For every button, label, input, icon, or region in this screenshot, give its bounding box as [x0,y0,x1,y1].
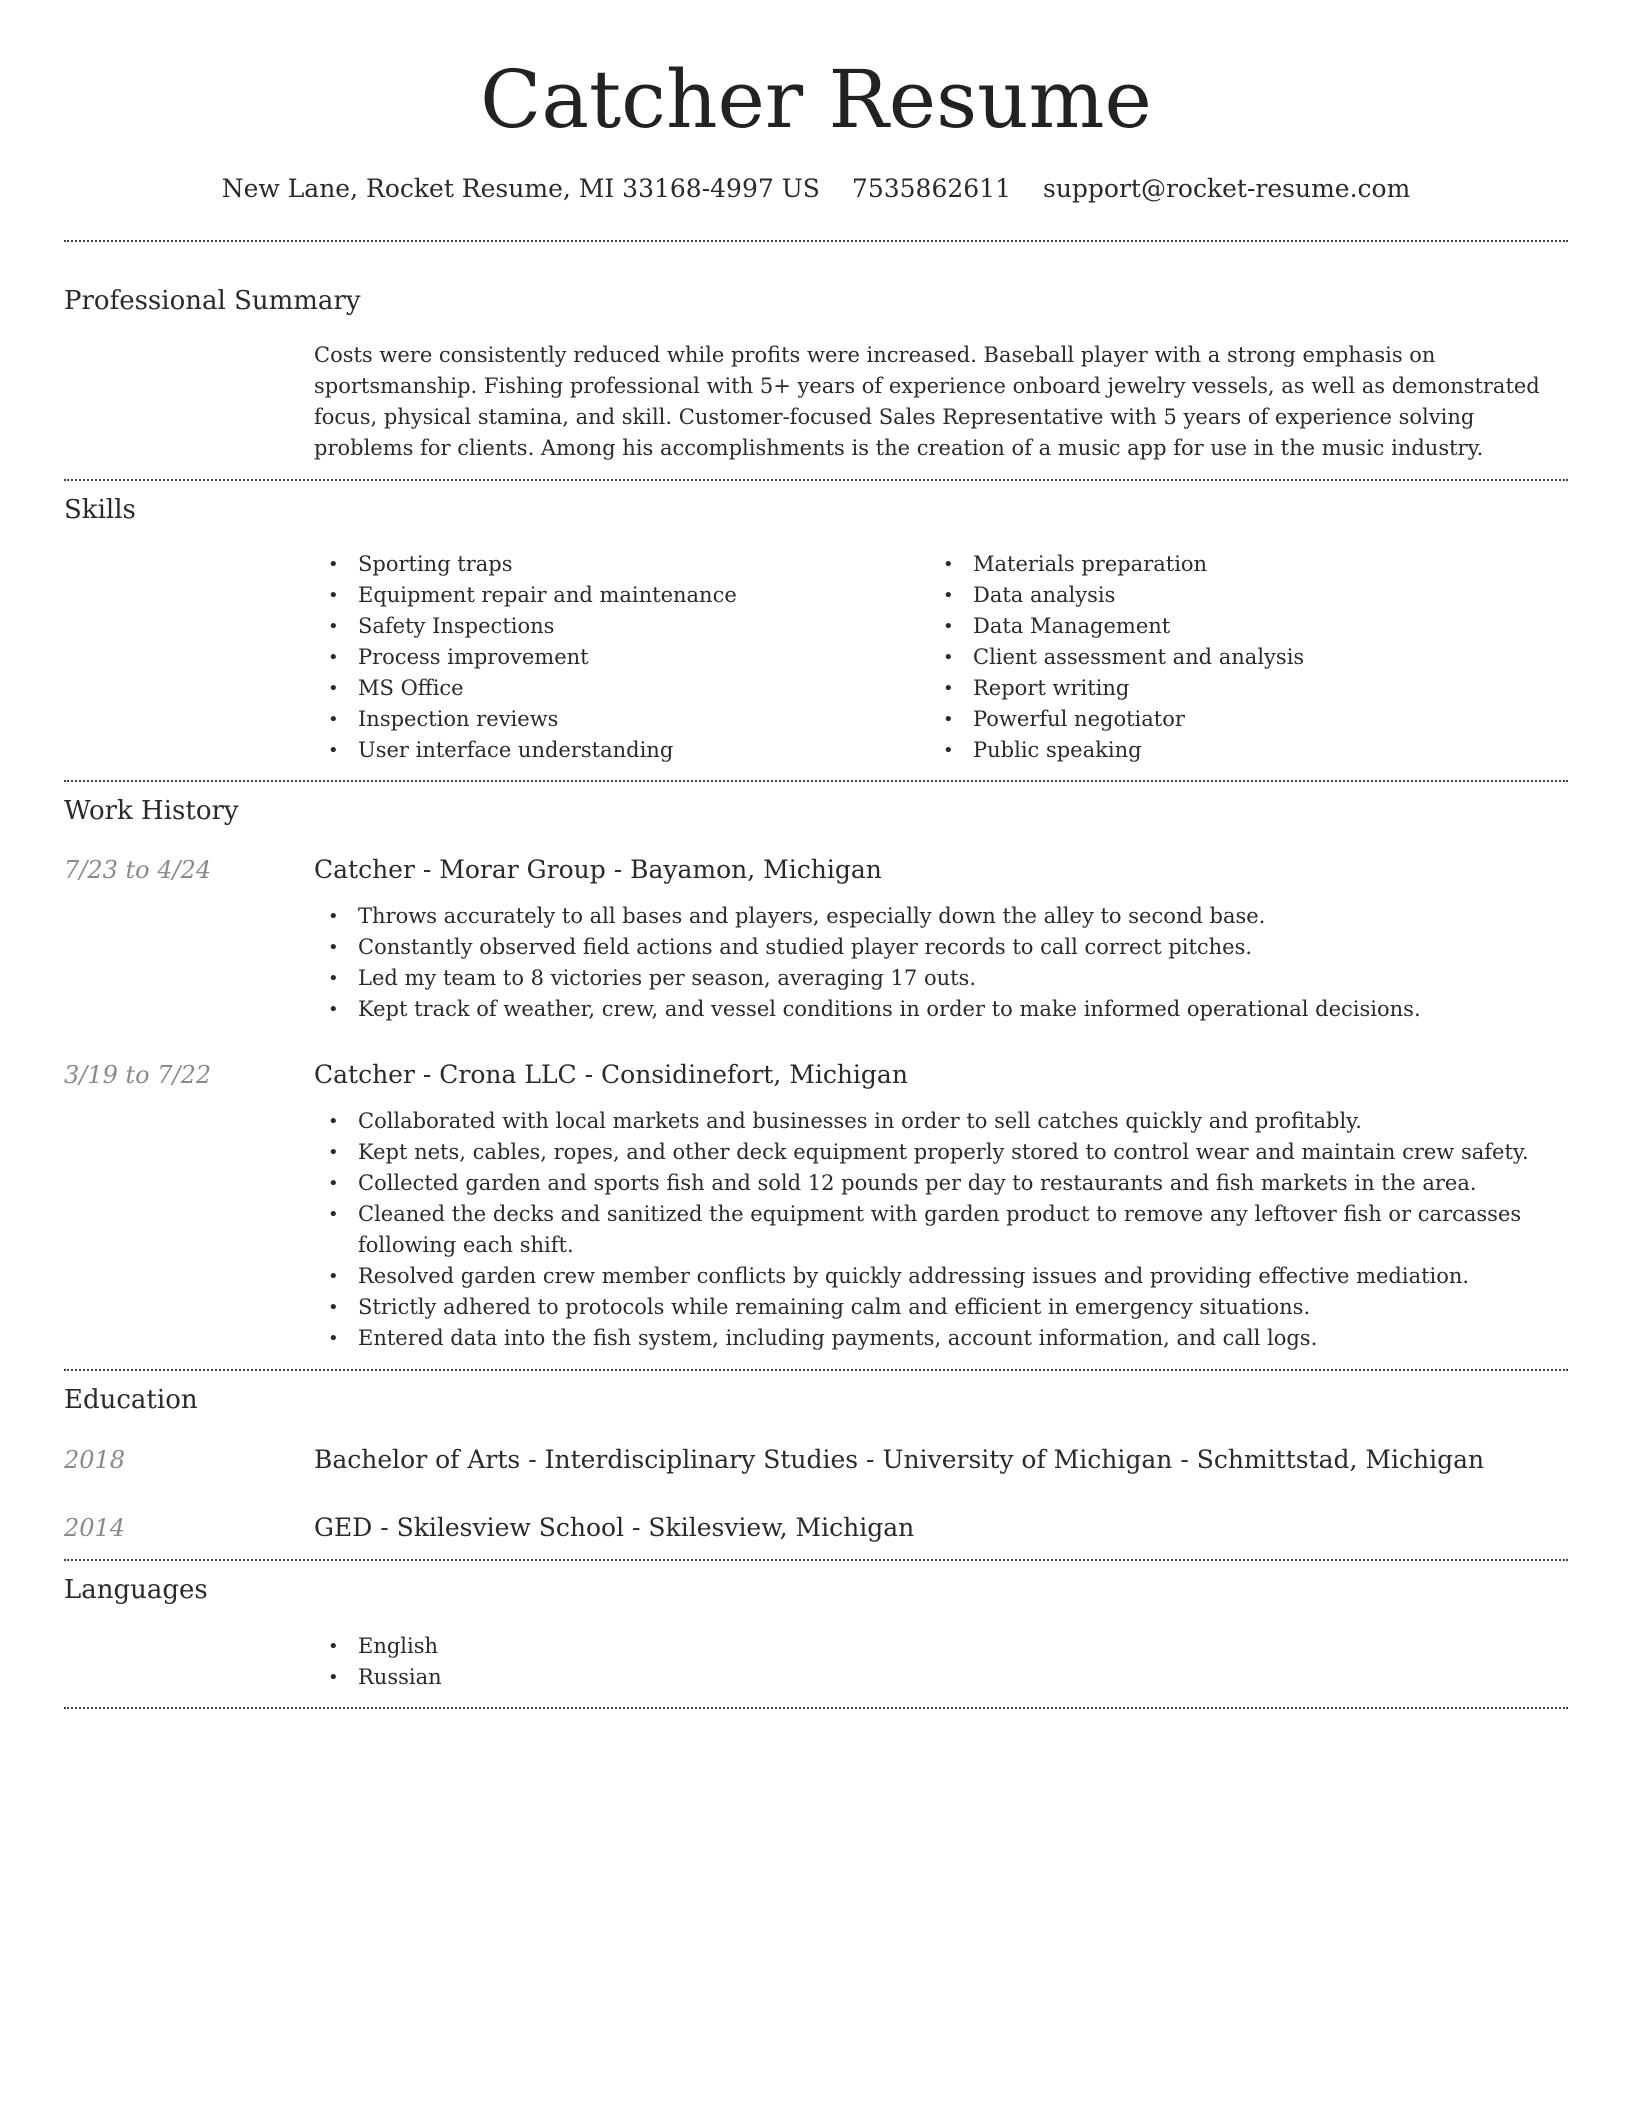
language-item: • Russian [314,1662,1568,1693]
skills-list-left [314,549,929,766]
skill-item: • Safety Inspections [314,611,929,642]
section-divider [64,780,1568,782]
skills-section [314,549,1568,766]
job-title: Catcher - Morar Group - Bayamon, Michigan [314,855,882,884]
job-bullet: • Strictly adhered to protocols while remaining calm and efficient in emergency situations. [314,1292,1568,1323]
summary-heading: Professional Summary [64,286,361,316]
skill-item: • Materials preparation [929,549,1544,580]
skill-item: • MS Office [314,673,929,704]
summary-text: Costs were consistently reduced while profits were increased. Baseball player with a strong emphasis on sportsmanship. Fishing professional with 5+ years of experience onboard jewelry vessels, as well as demonstrated focus, physical stamina, and skill. Customer-focused Sales Representative with 5 years of experience solving problems for clients. Among his accomplishments is the creation of a music app for use in the music industry. [314,343,1540,460]
education-entry: GED - Skilesview School - Skilesview, Michigan [314,1513,915,1542]
job-bullet: • Entered data into the fish system, including payments, account information, and call logs. [314,1323,1568,1354]
skill-item: • Process improvement [314,642,929,673]
section-divider [64,1707,1568,1709]
education-year: 2014 [64,1514,126,1542]
job-bullet: • Throws accurately to all bases and players, especially down the alley to second base. [314,901,1568,932]
job-entry [314,853,1568,1025]
skill-item: • User interface understanding [314,735,929,766]
section-divider [64,240,1568,242]
contact-info [64,172,1568,206]
job-bullet: • Collected garden and sports fish and sold 12 pounds per day to restaurants and fish markets in the area. [314,1168,1568,1199]
contact-address: New Lane, Rocket Resume, MI 33168-4997 US [221,174,820,203]
job-entry [314,1058,1568,1354]
page-title: Catcher Resume [480,53,1152,146]
skills-list-right [929,549,1544,766]
summary-section [314,340,1568,464]
section-divider [64,479,1568,481]
job-bullets [314,901,1568,1025]
job-bullet: • Resolved garden crew member conflicts by quickly addressing issues and providing effective mediation. [314,1261,1568,1292]
skill-item: • Data Management [929,611,1544,642]
skill-item: • Report writing [929,673,1544,704]
skill-item: • Data analysis [929,580,1544,611]
education-year: 2018 [64,1446,126,1474]
skills-heading: Skills [64,495,136,525]
skill-item: • Equipment repair and maintenance [314,580,929,611]
languages-list [314,1631,1568,1693]
contact-email: support@rocket-resume.com [1042,174,1411,203]
job-dates: 7/23 to 4/24 [64,856,212,884]
job-bullet: • Constantly observed field actions and studied player records to call correct pitches. [314,932,1568,963]
section-divider [64,1369,1568,1371]
skill-item: • Client assessment and analysis [929,642,1544,673]
job-bullet: • Collaborated with local markets and businesses in order to sell catches quickly and profitably. [314,1106,1568,1137]
job-bullets [314,1106,1568,1354]
skill-item: • Powerful negotiator [929,704,1544,735]
languages-heading: Languages [64,1575,208,1605]
section-divider [64,1559,1568,1561]
job-bullet: • Kept track of weather, crew, and vessel conditions in order to make informed operational decisions. [314,994,1568,1025]
work-history-heading: Work History [64,796,239,826]
skill-item: • Public speaking [929,735,1544,766]
contact-phone: 7535862611 [851,174,1011,203]
job-dates: 3/19 to 7/22 [64,1061,212,1089]
job-bullet: • Kept nets, cables, ropes, and other deck equipment properly stored to control wear and maintain crew safety. [314,1137,1568,1168]
education-heading: Education [64,1385,198,1415]
skill-item: • Inspection reviews [314,704,929,735]
language-item: • English [314,1631,1568,1662]
education-entry: Bachelor of Arts - Interdisciplinary Studies - University of Michigan - Schmittstad, Michigan [314,1445,1485,1474]
job-bullet: • Cleaned the decks and sanitized the equipment with garden product to remove any leftover fish or carcasses following each shift. [314,1199,1568,1261]
skill-item: • Sporting traps [314,549,929,580]
languages-section [314,1631,1568,1693]
job-title: Catcher - Crona LLC - Considinefort, Michigan [314,1060,908,1089]
job-bullet: • Led my team to 8 victories per season, averaging 17 outs. [314,963,1568,994]
